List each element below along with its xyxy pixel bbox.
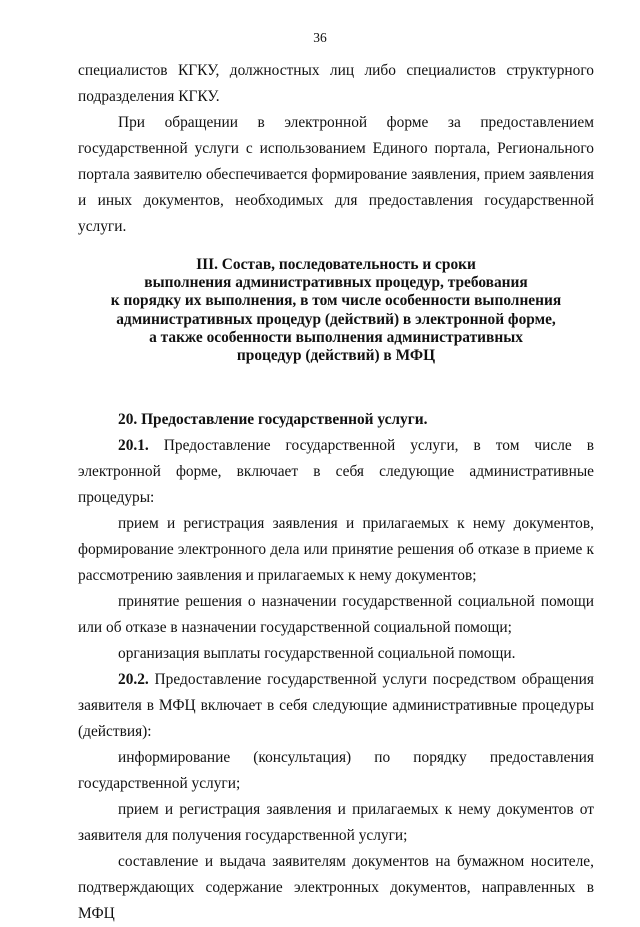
list-item: организация выплаты государственной социальной помощи. (118, 645, 516, 663)
list-item: прием и регистрация заявления и прилагаемых к нему документов, формирование электронного дела или принятие решения об отказе в приеме к рассмотрению заявления и прилагаемых к нему документов; (78, 515, 594, 585)
page-number: 36 (313, 30, 327, 45)
clause-number: 20.2. (118, 671, 149, 689)
chapter-heading (78, 256, 594, 365)
clause-text: Предоставление государственной услуги посредством обращения заявителя в МФЦ включает в себя следующие административные процедуры (действия): (78, 671, 594, 741)
heading-line: выполнения административных процедур, требования (144, 274, 528, 292)
clause-20-1 (78, 433, 594, 511)
list-item: информирование (консультация) по порядку предоставления государственной услуги; (78, 749, 594, 793)
list-item: составление и выдача заявителям документов на бумажном носителе, подтверждающих содержание электронных документов, направленных в МФЦ (78, 853, 594, 923)
heading-line: процедур (действий) в МФЦ (236, 347, 436, 365)
list-item: принятие решения о назначении государственной социальной помощи или об отказе в назначении государственной социальной помощи; (78, 593, 594, 637)
heading-line: к порядку их выполнения, в том числе особенности выполнения (110, 292, 562, 310)
clause-text: Предоставление государственной услуги, в том числе в электронной форме, включает в себя следующие административные процедуры: (78, 437, 594, 507)
clause-20-2 (78, 667, 594, 745)
heading-line: III. Состав, последовательность и сроки (196, 256, 476, 273)
document-body (78, 58, 594, 927)
heading-line: а также особенности выполнения административных (149, 328, 523, 346)
heading-line: административных процедур (действий) в электронной форме, (116, 310, 556, 328)
list-item: прием и регистрация заявления и прилагаемых к нему документов от заявителя для получения государственной услуги; (78, 801, 594, 845)
clause-number: 20.1. (118, 437, 149, 455)
paragraph-continuation: специалистов КГКУ, должностных лиц либо специалистов структурного подразделения КГКУ. (78, 62, 594, 105)
section-title: 20. Предоставление государственной услуги. (118, 411, 428, 429)
paragraph-electronic-form: При обращении в электронной форме за предоставлением государственной услуги с использованием Единого портала, Регионального портала заявителю обеспечивается формирование заявления, прием заявления и иных документов, необходимых для предоставления государственной услуги. (78, 114, 594, 235)
spacer (78, 365, 594, 407)
